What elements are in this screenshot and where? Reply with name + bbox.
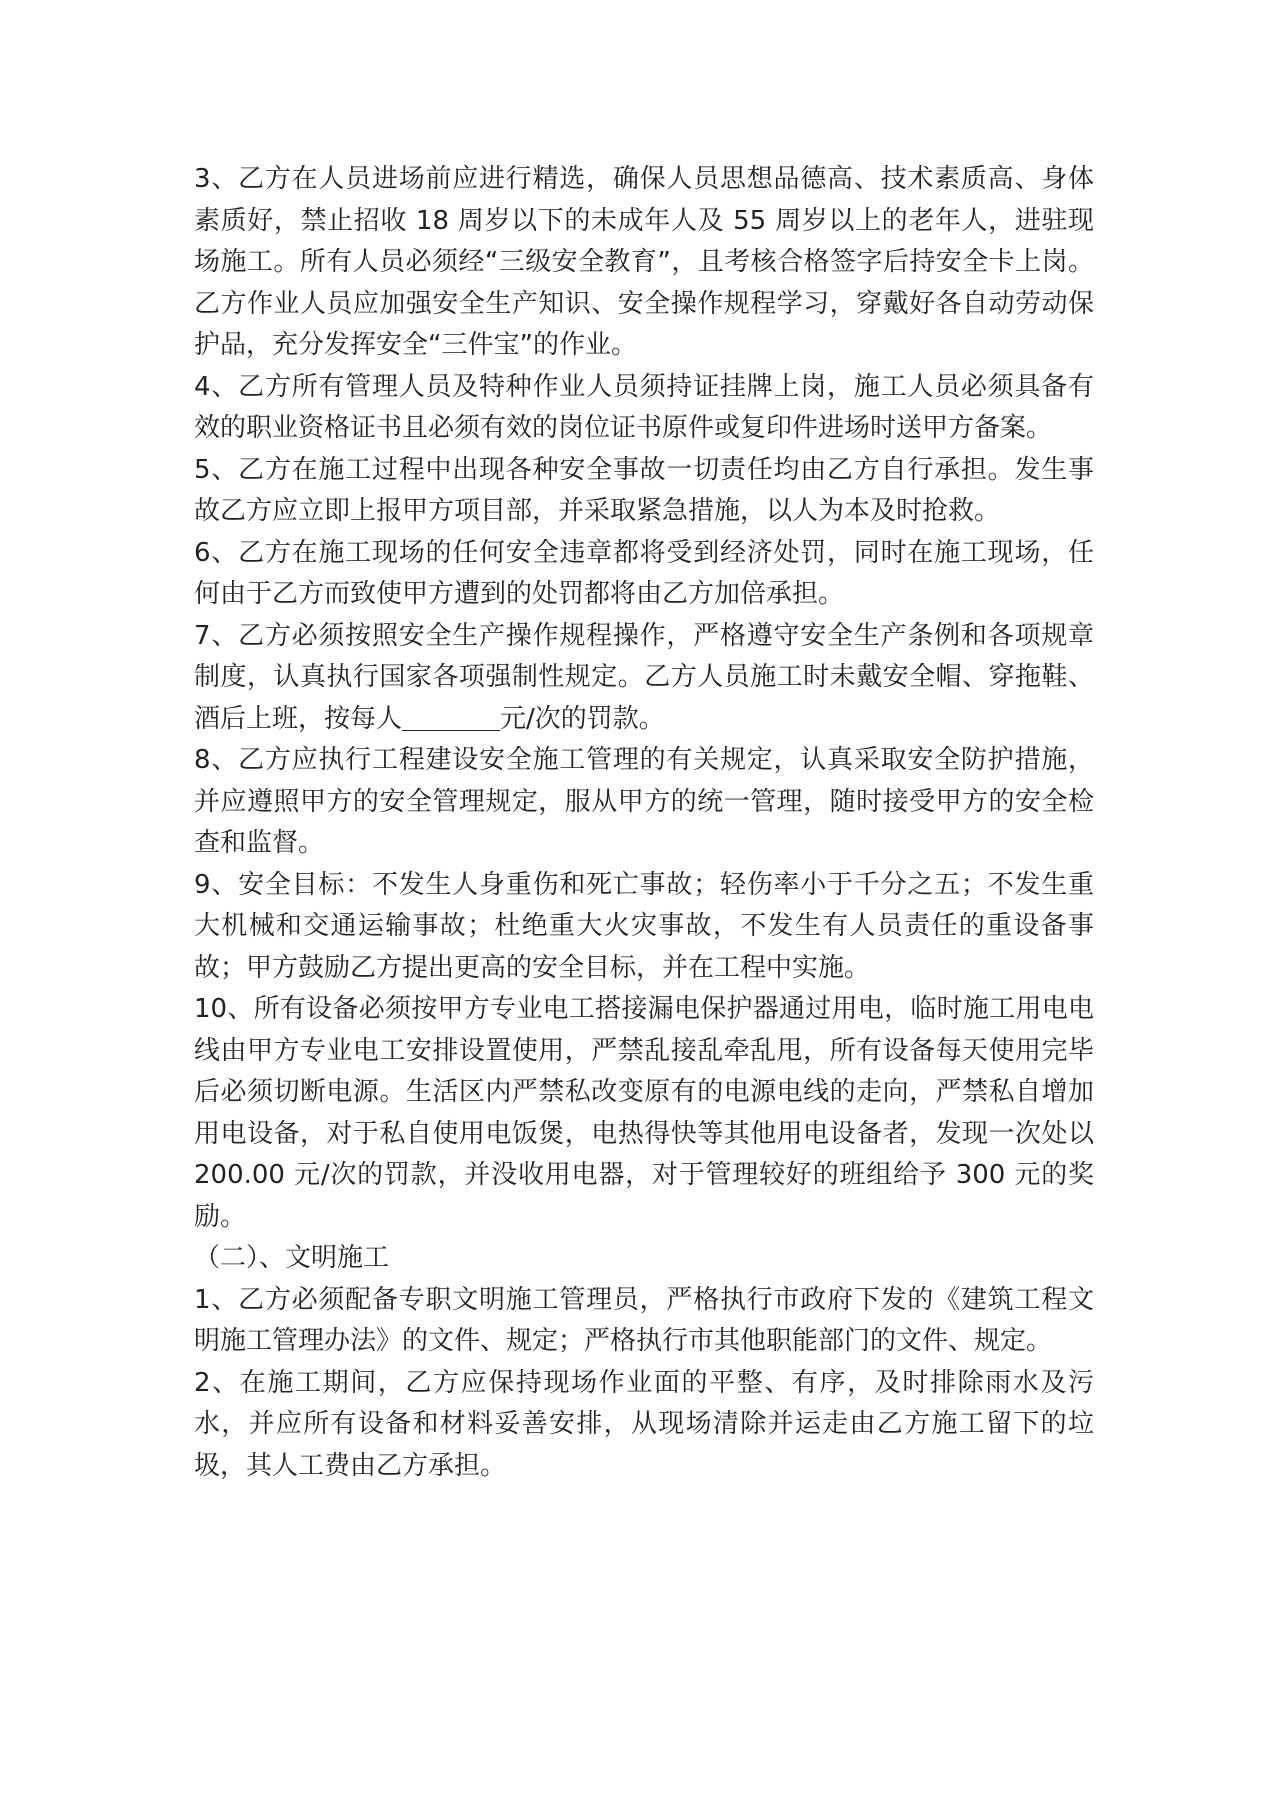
paragraph-item-4 — [194, 367, 1094, 450]
paragraph-text: 8、乙方应执行工程建设安全施工管理的有关规定，认真采取安全防护措施，并应遵照甲方的安全管理规定，服从甲方的统一管理，随时接受甲方的安全检查和监督。 — [194, 745, 1094, 858]
paragraph-text-before-blank: 7、乙方必须按照安全生产操作规程操作，严格遵守安全生产条例和各项规章制度，认真执行国家各项强制性规定。乙方人员施工时未戴安全帽、穿拖鞋、酒后上班，按每人 — [194, 620, 1094, 734]
paragraph-text: 4、乙方所有管理人员及特种作业人员须持证挂牌上岗，施工人员必须具备有效的职业资格证书且必须有效的岗位证书原件或复印件进场时送甲方备案。 — [194, 371, 1094, 443]
paragraph-text: 3、乙方在人员进场前应进行精选，确保人员思想品德高、技术素质高、身体素质好，禁止招收 18 周岁以下的未成年人及 55 周岁以上的老年人，进驻现场施工。所有人员必须经“三级安全教育”，且考核合格签字后持安全卡上岗。乙方作业人员应加强安全生产知识、安全操作规程学习，穿戴好各自动劳动保护品，充分发挥安全“三件宝”的作业。 — [194, 164, 1094, 360]
section-heading-text: （二）、文明施工 — [194, 1243, 390, 1273]
fine-amount-blank — [402, 702, 500, 731]
paragraph-text-after-blank: 元/次的罚款。 — [500, 703, 665, 734]
paragraph-item-10 — [194, 989, 1094, 1238]
paragraph-item-9 — [194, 865, 1094, 990]
civilized-item-2 — [194, 1363, 1094, 1488]
paragraph-item-7 — [194, 616, 1094, 741]
paragraph-item-8 — [194, 740, 1094, 865]
paragraph-text: 9、安全目标：不发生人身重伤和死亡事故；轻伤率小于千分之五；不发生重大机械和交通运输事故；杜绝重大火灾事故，不发生有人员责任的重设备事故；甲方鼓励乙方提出更高的安全目标，并在工程中实施。 — [194, 869, 1094, 983]
paragraph-text: 6、乙方在施工现场的任何安全违章都将受到经济处罚，同时在施工现场，任何由于乙方而致使甲方遭到的处罚都将由乙方加倍承担。 — [194, 537, 1094, 609]
paragraph-item-3 — [194, 159, 1094, 367]
paragraph-item-5 — [194, 450, 1094, 533]
paragraph-text: 5、乙方在施工过程中出现各种安全事故一切责任均由乙方自行承担。发生事故乙方应立即上报甲方项目部，并采取紧急措施，以人为本及时抢救。 — [194, 454, 1094, 526]
paragraph-text: 2、在施工期间，乙方应保持现场作业面的平整、有序，及时排除雨水及污水，并应所有设备和材料妥善安排，从现场清除并运走由乙方施工留下的垃圾，其人工费由乙方承担。 — [194, 1367, 1094, 1481]
paragraph-text: 1、乙方必须配备专职文明施工管理员，严格执行市政府下发的《建筑工程文明施工管理办法》的文件、规定；严格执行市其他职能部门的文件、规定。 — [194, 1284, 1094, 1356]
paragraph-text: 10、所有设备必须按甲方专业电工搭接漏电保护器通过用电，临时施工用电电线由甲方专业电工安排设置使用，严禁乱接乱牵乱甩，所有设备每天使用完毕后必须切断电源。生活区内严禁私改变原有的电源电线的走向，严禁私自增加用电设备，对于私自使用电饭煲，电热得快等其他用电设备者，发现一次处以 200.00 元/次的罚款，并没收用电器，对于管理较好的班组给予 300 元的奖励。 — [194, 994, 1094, 1232]
document-body — [194, 159, 1094, 1487]
paragraph-item-6 — [194, 533, 1094, 616]
civilized-item-1 — [194, 1280, 1094, 1363]
section-heading-civilized-construction — [194, 1238, 1094, 1280]
